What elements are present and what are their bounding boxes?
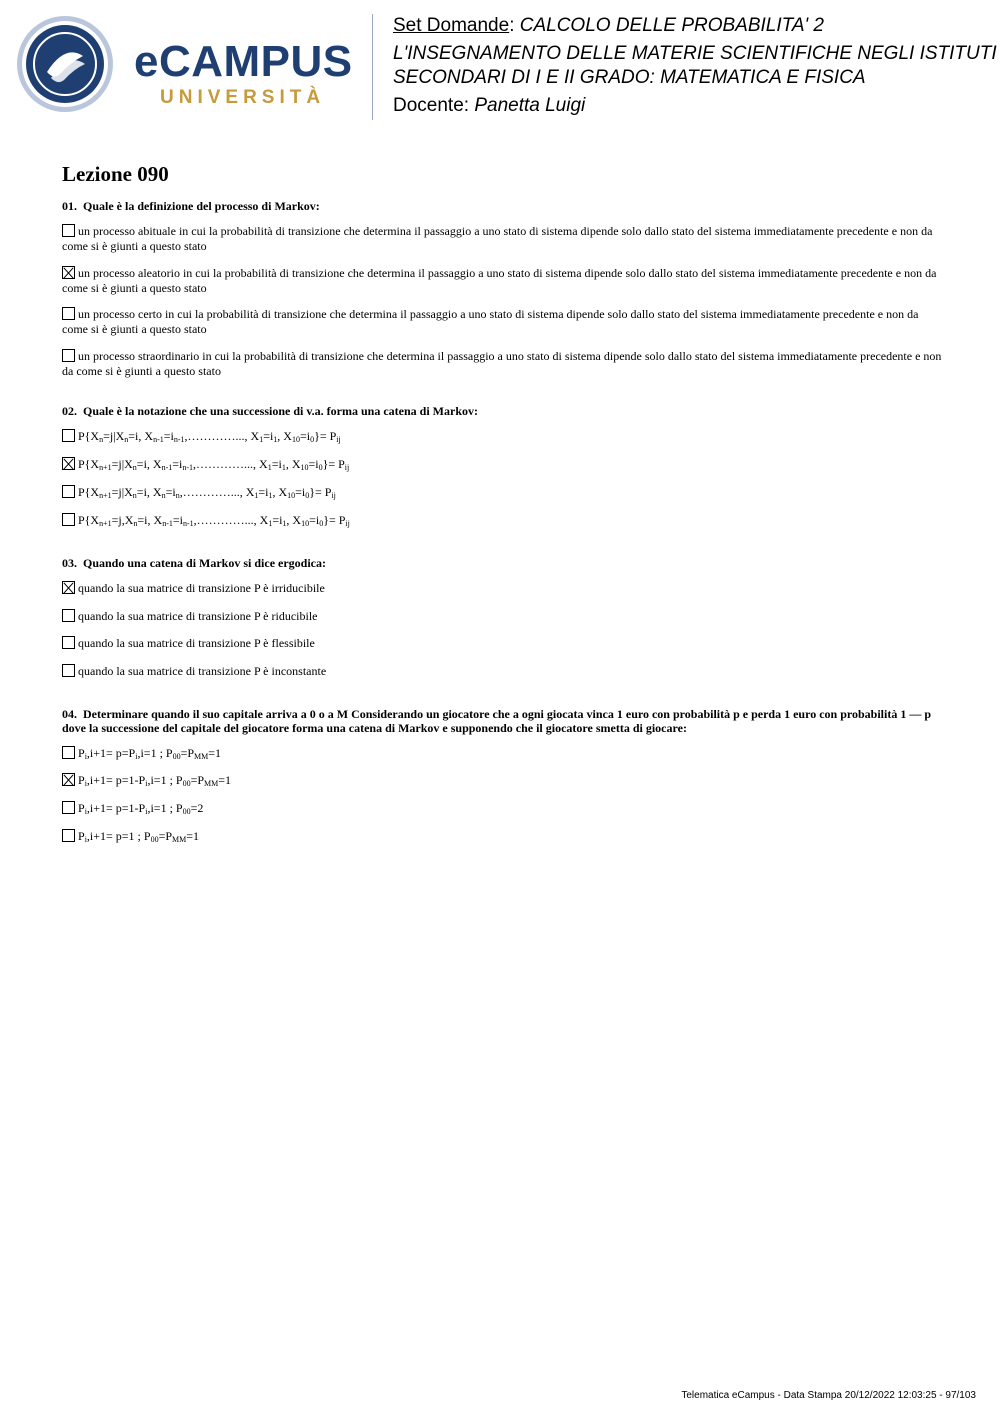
print-footer: Telematica eCampus - Data Stampa 20/12/2022 12:03:25 - 97/103 [681, 1390, 976, 1401]
checkbox[interactable] [62, 664, 75, 677]
teacher-name: Panetta Luigi [474, 95, 586, 116]
answer-option: un processo aleatorio in cui la probabilità di transizione che determina il passaggio a uno stato di sistema dipende solo dallo stato del sistema immediatamente precedente e non da come si è giunti a questo stato [62, 266, 937, 295]
answer-option: $P_i,i+1= p=P_i,i=1$ ; $P_{00}=P_{MM}=1$ [62, 746, 942, 761]
question-4: 04. Determinare quando il suo capitale arriva a 0 o a M Considerando un giocatore che a ogni giocata vinca 1 euro con probabilità p e perda 1 euro con probabilità 1 — p dove la successione del capitale del giocatore forma una catena di Markov e supponendo che il giocatore smetta di giocare: [62, 707, 932, 735]
teacher-line [393, 94, 997, 118]
answer-option: $P\{X_{n+1}=j,X_n=i$, $X_{n-1}=i_{n-1},\dots\dots\dots\dots$..., $X_1=i_1$, $X_{10}=i_0\}= P_{ij}$ [62, 513, 942, 528]
question-3: 03. Quando una catena di Markov si dice ergodica: [62, 556, 327, 570]
logo-emblem-icon [14, 14, 126, 118]
question-1: 01. Quale è la definizione del processo di Markov: [62, 199, 320, 213]
checkbox[interactable] [62, 581, 75, 594]
course-line-2: SECONDARI DI I E II GRADO: MATEMATICA E FISICA [393, 67, 866, 88]
answer-option: $P\{X_{n+1}=j|X_n=i$, $X_{n-1}=i_{n-1},\dots\dots\dots\dots$..., $X_1=i_1$, $X_{10}=i_0\}= P_{ij}$ [62, 457, 942, 472]
set-separator: : [509, 15, 520, 36]
logo-wordmark: eCAMPUS [134, 37, 353, 86]
answer-option: $P_i,i+1= p=1-P_i,i=1$ ; $P_{00}=P_{MM}=1$ [62, 773, 942, 788]
answer-option: quando la sua matrice di transizione P è riducibile [62, 609, 942, 624]
checkbox[interactable] [62, 636, 75, 649]
checkbox[interactable] [62, 801, 75, 814]
lesson-title: Lezione 090 [62, 162, 169, 186]
teacher-label: Docente: [393, 95, 475, 116]
answer-option: $P\{X_n=j|X_n=i$, $X_{n-1}=i_{n-1},\dots\dots\dots\dots$..., $X_1=i_1$, $X_{10}=i_0\}= P_{ij}$ [62, 429, 942, 444]
answer-option: quando la sua matrice di transizione P è inconstante [62, 664, 942, 679]
checkbox[interactable] [62, 829, 75, 842]
answer-option: quando la sua matrice di transizione P è flessibile [62, 636, 942, 651]
checkbox[interactable] [62, 457, 75, 470]
logo-subtitle: UNIVERSITÀ [160, 87, 326, 108]
answer-option: $P_i,i+1= p=1$ ; $P_{00}=P_{MM}=1$ [62, 829, 942, 844]
course-line-1: L'INSEGNAMENTO DELLE MATERIE SCIENTIFICHE NEGLI ISTITUTI [393, 43, 997, 64]
checkbox[interactable] [62, 485, 75, 498]
set-line [393, 14, 997, 38]
checkbox[interactable] [62, 609, 75, 622]
answer-option: quando la sua matrice di transizione P è irriducibile [62, 581, 942, 596]
checkbox[interactable] [62, 307, 75, 320]
answer-option: un processo straordinario in cui la probabilità di transizione che determina il passaggio a uno stato di sistema dipende solo dallo stato del sistema immediatamente precedente e non da come si è giunti a questo stato [62, 349, 942, 378]
set-label: Set Domande [393, 15, 510, 36]
checkbox[interactable] [62, 349, 75, 362]
checkbox[interactable] [62, 773, 75, 786]
question-2: 02. Quale è la notazione che una successione di v.a. forma una catena di Markov: [62, 404, 478, 418]
checkbox[interactable] [62, 746, 75, 759]
answer-option: $P_i,i+1= p=1-P_i,i=1$ ; $P_{00}=2$ [62, 801, 942, 816]
header-divider [372, 14, 373, 120]
checkbox[interactable] [62, 224, 75, 237]
set-title: CALCOLO DELLE PROBABILITA' 2 [519, 15, 824, 36]
document-header [393, 14, 997, 118]
checkbox[interactable] [62, 513, 75, 526]
answer-option: un processo abituale in cui la probabilità di transizione che determina il passaggio a uno stato di sistema dipende solo dallo stato del sistema immediatamente precedente e non da come si è giunti a questo stato [62, 224, 933, 253]
checkbox[interactable] [62, 429, 75, 442]
checkbox[interactable] [62, 266, 75, 279]
answer-option: $P\{X_{n+1}=j|X_n=i$, $X_n=i_n,\dots\dots\dots\dots$..., $X_1=i_1$, $X_{10}=i_0\}= P_{ij}$ [62, 485, 942, 500]
ecampus-logo [14, 14, 359, 118]
answer-option: un processo certo in cui la probabilità di transizione che determina il passaggio a uno stato di sistema dipende solo dallo stato del sistema immediatamente precedente e non da come si è giunti a questo stato [62, 307, 919, 336]
